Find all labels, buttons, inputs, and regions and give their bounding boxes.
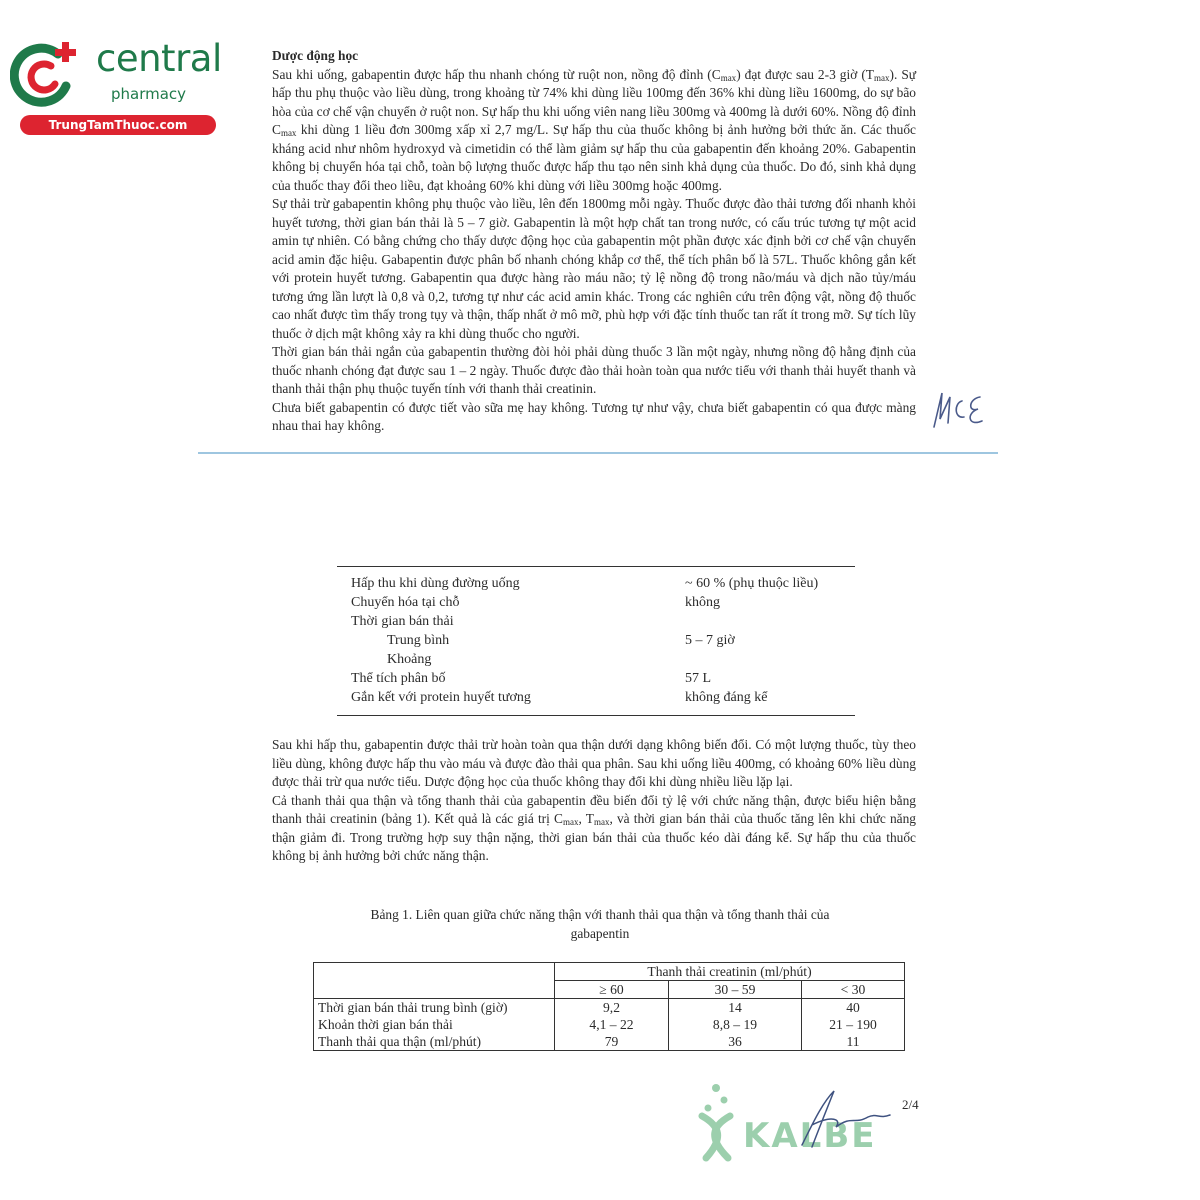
central-pharmacy-logo bbox=[10, 37, 222, 138]
summary-bottom-rule bbox=[337, 715, 855, 716]
paragraph-renal-function: Cả thanh thải qua thận và tổng thanh thải của gabapentin đều biến đổi tỷ lệ với chức năng thận, được biểu hiện bằng thanh thải creatinin (bảng 1). Kết quả là các giá trị $C_{max}$, $T_{max}$, và thời gian bán thải của thuốc tăng lên khi chức năng thận giảm đi. Trong trường hợp suy thận nặng, thời gian bán thải của thuốc kéo dài đáng kể. Sự hấp thu của thuốc không bị ảnh hưởng bởi chức năng thận. bbox=[272, 792, 916, 863]
table-column-header: ≥ 60 bbox=[555, 981, 669, 999]
paragraph-half-life: Thời gian bán thải ngắn của gabapentin thường đòi hỏi phải dùng thuốc 3 lần một ngày, nhưng nồng độ hằng định của thuốc nhanh chóng đạt được sau 1 – 2 ngày. Thuốc được đào thải hoàn toàn qua nước tiểu với thanh thải huyết thanh và thanh thải thận phụ thuộc tuyến tính với thanh thải creatinin. bbox=[272, 344, 916, 396]
kalbe-wordmark: KALBE bbox=[743, 1116, 877, 1156]
summary-top-rule bbox=[337, 566, 855, 567]
summary-row: Thời gian bán thải bbox=[351, 614, 454, 629]
handwritten-signature bbox=[772, 1085, 892, 1155]
paragraph-elimination: Sự thải trừ gabapentin không phụ thuộc vào liều, lên đến 1800mg mỗi ngày. Thuốc được đào thải tương đối nhanh khỏi huyết tương, thời gian bán thải là 5 – 7 giờ. Gabapentin là một hợp chất tan trong nước, có cấu trúc tương tự một acid amin tự nhiên. Có bằng chứng cho thấy dược động học của gabapentin một phần được xác định bởi cơ chế vận chuyển acid amin đặc hiệu. Gabapentin được phân bố nhanh chóng khắp cơ thể, thể tích phân bố là 57L. Thuốc không gắn kết với protein huyết tương. Gabapentin qua được hàng rào máu não; tỷ lệ nồng độ trong não/máu và dịch não tủy/máu tương ứng lần lượt là 0,8 và 0,2, tương tự như các acid amin khác. Trong các nghiên cứu trên động vật, nồng độ thuốc cao nhất được tìm thấy trong tụy và thận, thấp nhất ở mô mỡ, phù hợp với đặc tính thuốc tan rất ít trong mỡ. Sự tích lũy thuốc ở dịch mật không xảy ra khi dùng thuốc cho người. bbox=[272, 196, 916, 341]
logo-url-badge[interactable]: TrungTamThuoc.com bbox=[20, 115, 216, 135]
summary-table bbox=[337, 566, 855, 716]
paragraph-renal-excretion: Sau khi hấp thu, gabapentin được thải trừ hoàn toàn qua thận dưới dạng không biến đổi. Có một lượng thuốc, tùy theo liều dùng, không được hấp thu vào máu và được đào thải qua phân. Sau khi uống liều 400mg, có khoảng 60% liều dùng được thải trừ qua nước tiểu. Dược động học của thuốc không thay đổi khi dùng nhiều liều lặp lại. bbox=[272, 737, 916, 789]
document-body bbox=[272, 47, 916, 436]
kalbe-helix-icon bbox=[694, 1082, 740, 1162]
summary-row: Hấp thu khi dùng đường uống ~ 60 % (phụ thuộc liều) bbox=[351, 576, 819, 591]
table-column-header: 30 – 59 bbox=[669, 981, 802, 999]
summary-row: Khoảng bbox=[387, 652, 432, 667]
table-row: Thanh thải qua thận (ml/phút) 79 36 11 bbox=[314, 1033, 905, 1051]
paragraph-lactation: Chưa biết gabapentin có được tiết vào sữa mẹ hay không. Tương tự như vậy, chưa biết gabapentin có qua được màng nhau thai hay không. bbox=[272, 399, 916, 433]
section-heading: Dược động học bbox=[272, 48, 359, 63]
table-row: Thời gian bán thải trung bình (giờ) 9,2 14 40 bbox=[314, 999, 905, 1017]
central-pharmacy-logo-icon bbox=[10, 40, 80, 110]
table-column-header: < 30 bbox=[802, 981, 905, 999]
renal-clearance-table bbox=[313, 962, 905, 1051]
summary-row: Chuyển hóa tại chỗ không bbox=[351, 595, 720, 610]
scan-line bbox=[198, 452, 998, 454]
table-corner-cell bbox=[314, 963, 555, 981]
logo-subtitle: pharmacy bbox=[111, 85, 187, 103]
summary-row: Gắn kết với protein huyết tương không đáng kể bbox=[351, 690, 768, 705]
table-caption: Bảng 1. Liên quan giữa chức năng thận với thanh thải qua thận và tổng thanh thải của gabapentin bbox=[370, 907, 830, 941]
paragraph-absorption: Sau khi uống, gabapentin được hấp thu nhanh chóng từ ruột non, nồng độ đỉnh $(C_{max})$ đạt được sau 2-3 giờ $(T_{max})$. Sự hấp thu phụ thuộc vào liều dùng, trong khoảng từ 74% khi dùng liều 100mg đến 36% khi dùng liều 1600mg, do sự bão hòa của cơ chế vận chuyển ở ruột non. Sự hấp thu khi uống viên nang liều 300mg và 400mg là dưới 60%. Nồng độ đỉnh $C_{max}$ khi dùng 1 liều đơn 300mg xấp xỉ 2,7 mg/L. Sự hấp thu của thuốc không bị ảnh hưởng bởi thức ăn. Các thuốc kháng acid như nhôm hydroxyd và cimetidin có thể làm giảm sự hấp thu của gabapentin đến khoảng 20%. Gabapentin không bị chuyển hóa tại chỗ, toàn bộ lượng thuốc được hấp thu tạo nên sinh khả dụng của thuốc. Do đó, sinh khả dụng của thuốc thay đổi theo liều, đạt khoảng 60% khi dùng với liều 300mg hoặc 400mg. bbox=[272, 66, 917, 193]
summary-row: Trung bình 5 – 7 giờ bbox=[387, 633, 735, 648]
logo-name: central bbox=[96, 37, 222, 80]
summary-row: Thể tích phân bố 57 L bbox=[351, 671, 712, 686]
document-body-continued bbox=[272, 736, 916, 866]
table-group-header: Thanh thải creatinin (ml/phút) bbox=[555, 963, 905, 981]
table-row: Khoản thời gian bán thải 4,1 – 22 8,8 – 19 21 – 190 bbox=[314, 1016, 905, 1033]
initials-signature bbox=[928, 383, 988, 439]
page-number: 2/4 bbox=[902, 1097, 919, 1112]
